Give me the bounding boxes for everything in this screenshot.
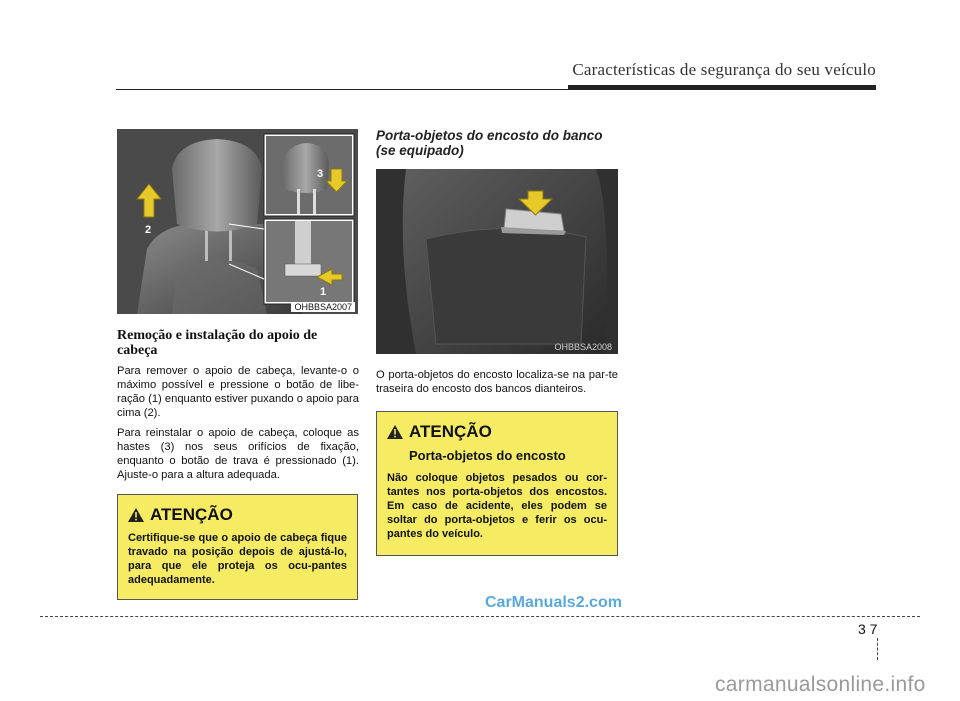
warning-header [128, 505, 347, 525]
section-heading-seatback-pocket: Porta-objetos do encosto do banco (se equipado) [376, 128, 603, 158]
image-code: OHBBSA2007 [291, 302, 355, 312]
warning-box-seatback-pocket [376, 411, 618, 556]
paragraph: O porta-objetos do encosto localiza-se na par-te traseira do encosto dos bancos dianteiros. [376, 369, 618, 395]
warning-subtitle: Porta-objetos do encosto [409, 448, 566, 463]
warning-triangle-icon [128, 508, 144, 522]
warning-text: Certifique-se que o apoio de cabeça fique travado na posição depois de ajustá-lo, para que ele proteja os ocu-pantes adequadamente. [128, 532, 347, 586]
warning-title: ATENÇÃO [409, 422, 492, 441]
callout-1 [320, 286, 326, 298]
warning-text: Não coloque objetos pesados ou cor-tantes nos porta-objetos dos encostos. Em caso de acidente, eles podem se soltar do porta-objetos e ferir os ocu-pantes do veículo. [387, 472, 607, 540]
section-heading-headrest: Remoção e instalação do apoio de cabeça [117, 328, 318, 358]
footer-dashed-rule [40, 616, 920, 617]
warning-title: ATENÇÃO [150, 505, 233, 524]
seatback-pocket-description [376, 368, 618, 402]
seatback-pocket-drawing [376, 169, 618, 354]
footer-dashed-tick [877, 638, 878, 660]
callout-2 [145, 224, 151, 236]
callout-3 [317, 168, 323, 180]
warning-box-headrest [117, 494, 358, 600]
headrest-instructions [117, 364, 359, 488]
headrest-drawing [117, 129, 358, 314]
page-header-title: Características de segurança do seu veículo [572, 60, 876, 79]
headrest-illustration [117, 129, 358, 314]
seatback-pocket-illustration [376, 169, 618, 354]
callout-label: 1 [320, 286, 327, 298]
paragraph: Para reinstalar o apoio de cabeça, coloque as hastes (3) nos seus orifícios de fixação, enquanto o botão de trava é pressionado (1). Ajuste-o para a altura adequada. [117, 427, 359, 481]
header-rule-accent [568, 85, 876, 90]
page-number: 3 7 [858, 621, 878, 637]
footer-site-text: carmanualsonline.info [715, 673, 926, 696]
callout-label: 2 [145, 224, 152, 236]
callout-label: 3 [317, 168, 324, 180]
image-code: OHBBSA2008 [554, 342, 612, 352]
warning-header [387, 422, 607, 442]
paragraph: Para remover o apoio de cabeça, levante-o o máximo possível e pressione o botão de libe-ração (1) enquanto estiver puxando o apoio para cima (2). [117, 365, 359, 419]
watermark-text: CarManuals2.com [485, 594, 622, 611]
warning-triangle-icon [387, 425, 403, 439]
